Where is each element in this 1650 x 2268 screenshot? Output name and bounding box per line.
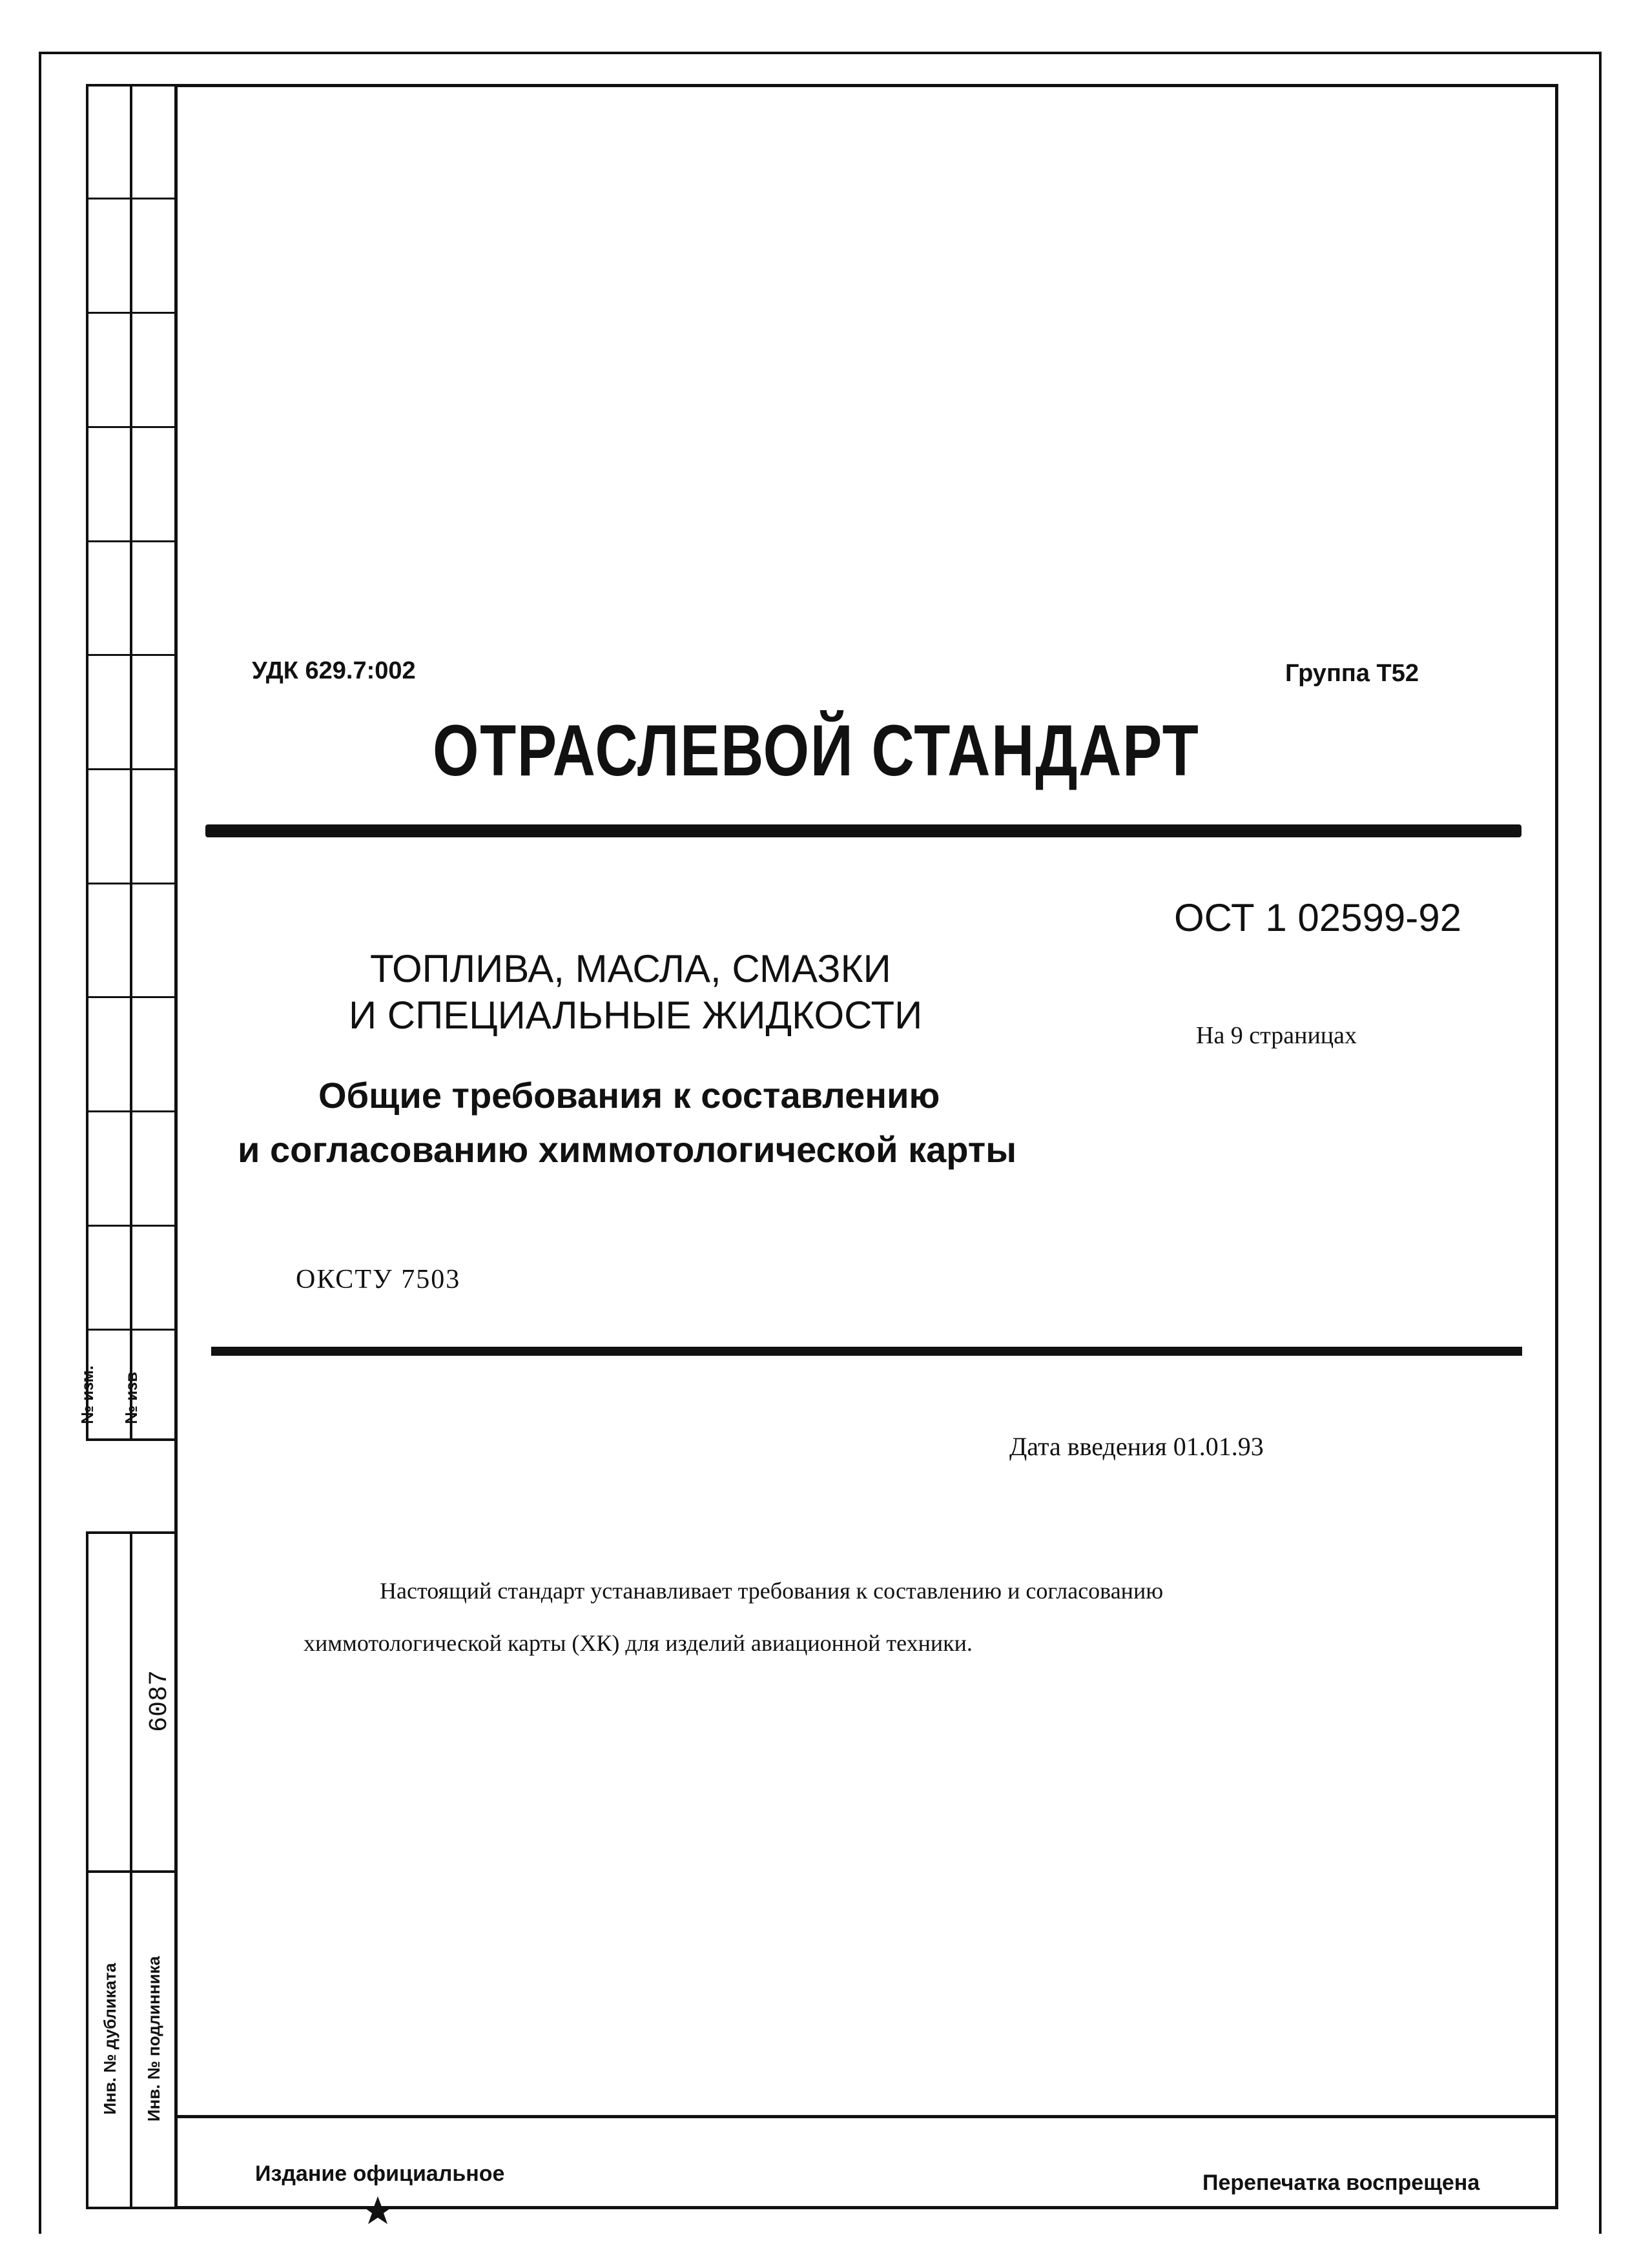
official-edition: Издание официальное <box>255 2161 505 2186</box>
margin-col-line-2b <box>130 1531 132 2208</box>
margin-tick <box>86 654 176 656</box>
page-count: На 9 страницах <box>1196 1022 1357 1049</box>
page-title: ОТРАСЛЕВОЙ СТАНДАРТ <box>433 710 1200 791</box>
effective-date: Дата введения 01.01.93 <box>1009 1432 1264 1461</box>
standard-title-line1: ТОПЛИВА, МАСЛА, СМАЗКИ <box>370 947 891 990</box>
outer-border-right <box>1599 52 1602 2234</box>
intro-line2: химмотологической карты (ХК) для изделий авиационной техники. <box>304 1630 973 1656</box>
standard-number: ОСТ 1 02599-92 <box>1174 896 1461 939</box>
margin-gap-line-a <box>86 1438 176 1441</box>
oksty-code: ОКСТУ 7503 <box>296 1265 461 1294</box>
margin-col-line-2 <box>130 84 132 1441</box>
margin-tick <box>86 1329 176 1331</box>
margin-tick <box>86 540 176 542</box>
frame-top <box>174 84 1558 87</box>
margin-tick <box>86 312 176 314</box>
standard-subtitle-line1: Общие требования к составлению <box>318 1075 940 1116</box>
standard-subtitle-line2: и согласованию химмотологической карты <box>238 1129 1017 1170</box>
outer-border-top <box>39 52 1602 54</box>
outer-border-left <box>39 52 41 2234</box>
title-rule <box>205 824 1521 837</box>
margin-gap-line-b <box>86 1531 176 1534</box>
inventory-number: 6087 <box>145 1670 174 1733</box>
margin-tick <box>86 426 176 428</box>
section-rule <box>211 1347 1522 1356</box>
margin-line-2900 <box>86 1870 176 1873</box>
margin-top-line <box>86 84 176 87</box>
margin-label-izv: № изв <box>121 1371 141 1424</box>
frame-left <box>174 84 178 2209</box>
footer-divider <box>174 2115 1558 2118</box>
margin-col-line-1 <box>86 84 88 1441</box>
margin-label-inv-dup: Инв. № дубликата <box>100 1963 119 2115</box>
margin-tick <box>86 1225 176 1227</box>
group-code: Группа Т52 <box>1285 660 1419 687</box>
intro-line1: Настоящий стандарт устанавливает требования к составлению и согласованию <box>380 1578 1164 1604</box>
margin-label-inv-orig: Инв. № подлинника <box>144 1956 163 2122</box>
margin-tick <box>86 1110 176 1112</box>
frame-right <box>1555 84 1558 2209</box>
margin-tick <box>86 198 176 199</box>
udk-text: УДК 629.7:002 <box>252 657 416 684</box>
margin-col-line-1b <box>86 1531 88 2208</box>
reprint-prohibited: Перепечатка воспрещена <box>1202 2171 1480 2195</box>
margin-label-izm: № изм. <box>77 1365 97 1424</box>
standard-title-line2: И СПЕЦИАЛЬНЫЕ ЖИДКОСТИ <box>349 994 923 1037</box>
udk-code <box>252 657 416 685</box>
margin-tick <box>86 883 176 884</box>
margin-bottom-line <box>86 2207 176 2209</box>
star-icon <box>362 2195 394 2226</box>
margin-tick <box>86 768 176 770</box>
margin-tick <box>86 996 176 998</box>
